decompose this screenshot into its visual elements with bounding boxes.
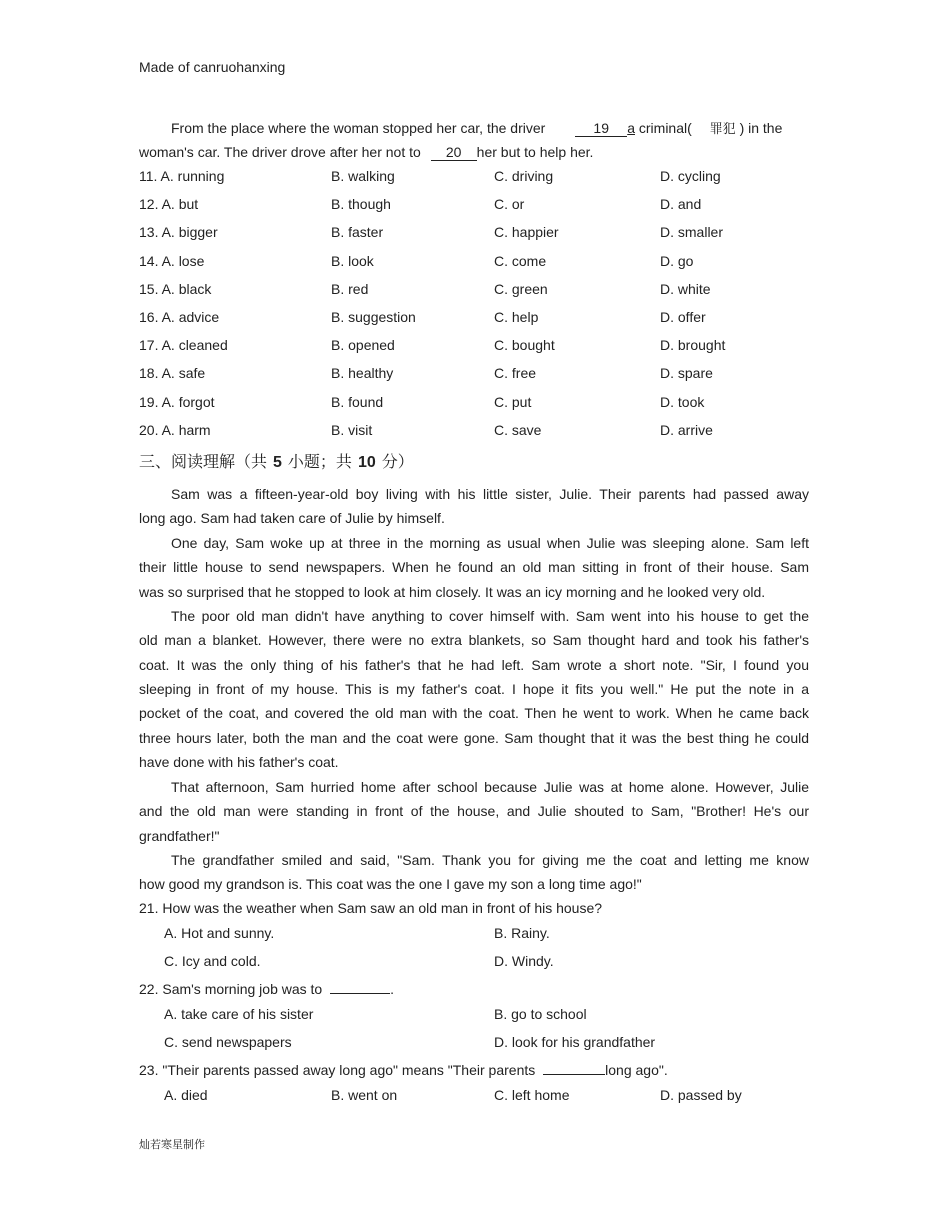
- q23-stem: 23. "Their parents passed away long ago" means "Their parents: [139, 1062, 536, 1078]
- cloze-text: woman's car. The driver drove after her not to: [139, 144, 421, 160]
- option-b[interactable]: B. suggestion: [331, 309, 416, 325]
- option-a[interactable]: 17. A. cleaned: [139, 337, 228, 354]
- q23-stem-end: long ago".: [605, 1062, 668, 1078]
- option-c[interactable]: C. help: [494, 309, 539, 325]
- q23-option-b[interactable]: B. went on: [331, 1087, 398, 1103]
- q22-stem-end: .: [390, 981, 394, 997]
- q22-options-row-2: [0, 1034, 950, 1054]
- option-row: [0, 422, 950, 442]
- option-d[interactable]: D. arrive: [660, 421, 713, 438]
- q23-option-c[interactable]: C. left home: [494, 1087, 570, 1103]
- option-a[interactable]: 16. A. advice: [139, 309, 220, 325]
- option-d[interactable]: D. brought: [660, 337, 726, 354]
- option-d[interactable]: D. spare: [660, 365, 713, 382]
- passage-line: old man a blanket. However, there were no extra blankets, so Sam thought hard and took his father's: [139, 632, 809, 649]
- option-c[interactable]: C. bought: [494, 337, 555, 354]
- section-suffix: 分）: [381, 452, 414, 471]
- option-d[interactable]: D. offer: [660, 309, 706, 325]
- q22-blank: [330, 993, 390, 994]
- section-prefix: 三、阅读理解（共: [139, 452, 268, 471]
- section-points: 10: [357, 454, 376, 471]
- cloze-text: her but to help her.: [476, 144, 594, 160]
- option-b[interactable]: B. though: [331, 196, 391, 213]
- q22-option-c[interactable]: C. send newspapers: [164, 1034, 292, 1050]
- option-row: [0, 196, 950, 216]
- passage-line: have done with his father's coat.: [139, 753, 339, 770]
- q22-option-b[interactable]: B. go to school: [494, 1006, 587, 1022]
- passage-line: That afternoon, Sam hurried home after school because Julie was at home alone. However, Julie: [171, 779, 809, 795]
- passage-line: grandfather!": [139, 827, 220, 844]
- passage-line: One day, Sam woke up at three in the morning as usual when Julie was sleeping alone. Sam left: [171, 535, 809, 551]
- passage-line: coat. It was the only thing of his father's that he had left. Sam wrote a short note. "Sir, I found you: [139, 656, 809, 673]
- option-row: [0, 281, 950, 301]
- option-row: [0, 394, 950, 414]
- q23-blank: [543, 1074, 605, 1075]
- cloze-chinese: 罪犯: [709, 122, 736, 137]
- q22-option-d[interactable]: D. look for his grandfather: [494, 1034, 656, 1050]
- passage-line: was so surprised that he stopped to look at him closely. It was an icy morning and he looked very old.: [139, 583, 766, 600]
- passage-line: The grandfather smiled and said, "Sam. Thank you for giving me the coat and letting me know: [171, 852, 809, 868]
- passage-line: long ago. Sam had taken care of Julie by himself.: [139, 510, 445, 527]
- option-row: [0, 337, 950, 357]
- q21-option-a[interactable]: A. Hot and sunny.: [164, 925, 275, 941]
- option-a[interactable]: 11. A. running: [139, 168, 225, 184]
- q21-option-b[interactable]: B. Rainy.: [494, 925, 550, 941]
- q23-option-d[interactable]: D. passed by: [660, 1087, 742, 1103]
- option-a[interactable]: 14. A. lose: [139, 252, 205, 269]
- option-b[interactable]: B. walking: [331, 168, 395, 184]
- option-d[interactable]: D. smaller: [660, 224, 724, 241]
- option-b[interactable]: B. red: [331, 280, 369, 297]
- passage-line: pocket of the coat, and covered the old man with the coat. Then he went to work. When he came back: [139, 705, 809, 722]
- section-title: [139, 449, 414, 472]
- q21-option-c[interactable]: C. Icy and cold.: [164, 953, 261, 969]
- page-header: Made of canruohanxing: [139, 59, 286, 75]
- q22-stem: 22. Sam's morning job was to: [139, 981, 323, 997]
- question-21: 21. How was the weather when Sam saw an old man in front of his house?: [139, 900, 603, 916]
- option-c[interactable]: C. green: [494, 280, 548, 297]
- option-row: [0, 224, 950, 244]
- passage-line: Sam was a fifteen-year-old boy living with his little sister, Julie. Their parents had passed away: [171, 486, 809, 502]
- q23-options-row: [0, 1087, 950, 1107]
- option-row: [0, 253, 950, 273]
- q22-options-row-1: [0, 1006, 950, 1026]
- blank-19: 19: [575, 121, 627, 137]
- option-c[interactable]: C. driving: [494, 168, 554, 184]
- q22-option-a[interactable]: A. take care of his sister: [164, 1006, 314, 1022]
- option-d[interactable]: D. cycling: [660, 168, 721, 184]
- option-c[interactable]: C. save: [494, 421, 542, 438]
- section-mid: 小题；共: [287, 452, 352, 471]
- option-a[interactable]: 20. A. harm: [139, 421, 211, 438]
- option-a[interactable]: 18. A. safe: [139, 365, 206, 382]
- option-b[interactable]: B. healthy: [331, 365, 394, 382]
- option-b[interactable]: B. faster: [331, 224, 384, 241]
- option-a[interactable]: 15. A. black: [139, 280, 212, 297]
- q21-option-d[interactable]: D. Windy.: [494, 953, 554, 969]
- cloze-text: ) in the: [739, 120, 783, 136]
- blank-20: 20: [431, 145, 477, 161]
- passage-line: sleeping in front of my house. This is my father's coat. I hope it fits you well." He put the note in a: [139, 680, 809, 697]
- option-d[interactable]: D. go: [660, 252, 694, 269]
- page-footer: 灿若寒星制作: [139, 1138, 205, 1151]
- option-b[interactable]: B. opened: [331, 337, 395, 354]
- cloze-text: criminal(: [638, 120, 692, 136]
- option-c[interactable]: C. free: [494, 365, 537, 382]
- option-row: [0, 365, 950, 385]
- passage-line: how good my grandson is. This coat was the one I gave my son a long time ago!": [139, 876, 642, 893]
- option-b[interactable]: B. found: [331, 393, 384, 410]
- option-d[interactable]: D. took: [660, 393, 705, 410]
- option-d[interactable]: D. and: [660, 196, 702, 213]
- option-b[interactable]: B. look: [331, 252, 374, 269]
- section-count: 5: [273, 454, 282, 471]
- question-23: [139, 1062, 668, 1078]
- q23-option-a[interactable]: A. died: [164, 1087, 208, 1103]
- cloze-line-1: [171, 118, 782, 137]
- option-c[interactable]: C. come: [494, 252, 547, 269]
- cloze-line-2: [139, 144, 593, 161]
- cloze-a: a: [627, 120, 635, 136]
- option-a[interactable]: 19. A. forgot: [139, 393, 215, 410]
- passage-line: three hours later, both the man and the coat were gone. Sam thought that it was the best thing he could: [139, 729, 809, 746]
- option-row: [0, 168, 950, 188]
- option-c[interactable]: C. happier: [494, 224, 559, 241]
- q21-options-row-2: [0, 953, 950, 973]
- option-a[interactable]: 13. A. bigger: [139, 224, 218, 241]
- option-b[interactable]: B. visit: [331, 421, 373, 438]
- passage-line: and the old man were standing in front of the house, and Julie shouted to Sam, "Brother! He's our: [139, 803, 809, 820]
- passage-line: The poor old man didn't have anything to cover himself with. Sam went into his house to get the: [171, 608, 809, 624]
- cloze-text: From the place where the woman stopped her car, the driver: [171, 120, 546, 136]
- option-row: [0, 309, 950, 329]
- option-d[interactable]: D. white: [660, 280, 711, 297]
- passage-line: their little house to send newspapers. When he found an old man sitting in front of their house. Sam: [139, 559, 809, 576]
- q21-options-row-1: [0, 925, 950, 945]
- question-22: [139, 981, 394, 997]
- option-c[interactable]: C. or: [494, 196, 525, 213]
- option-c[interactable]: C. put: [494, 393, 532, 410]
- option-a[interactable]: 12. A. but: [139, 196, 199, 213]
